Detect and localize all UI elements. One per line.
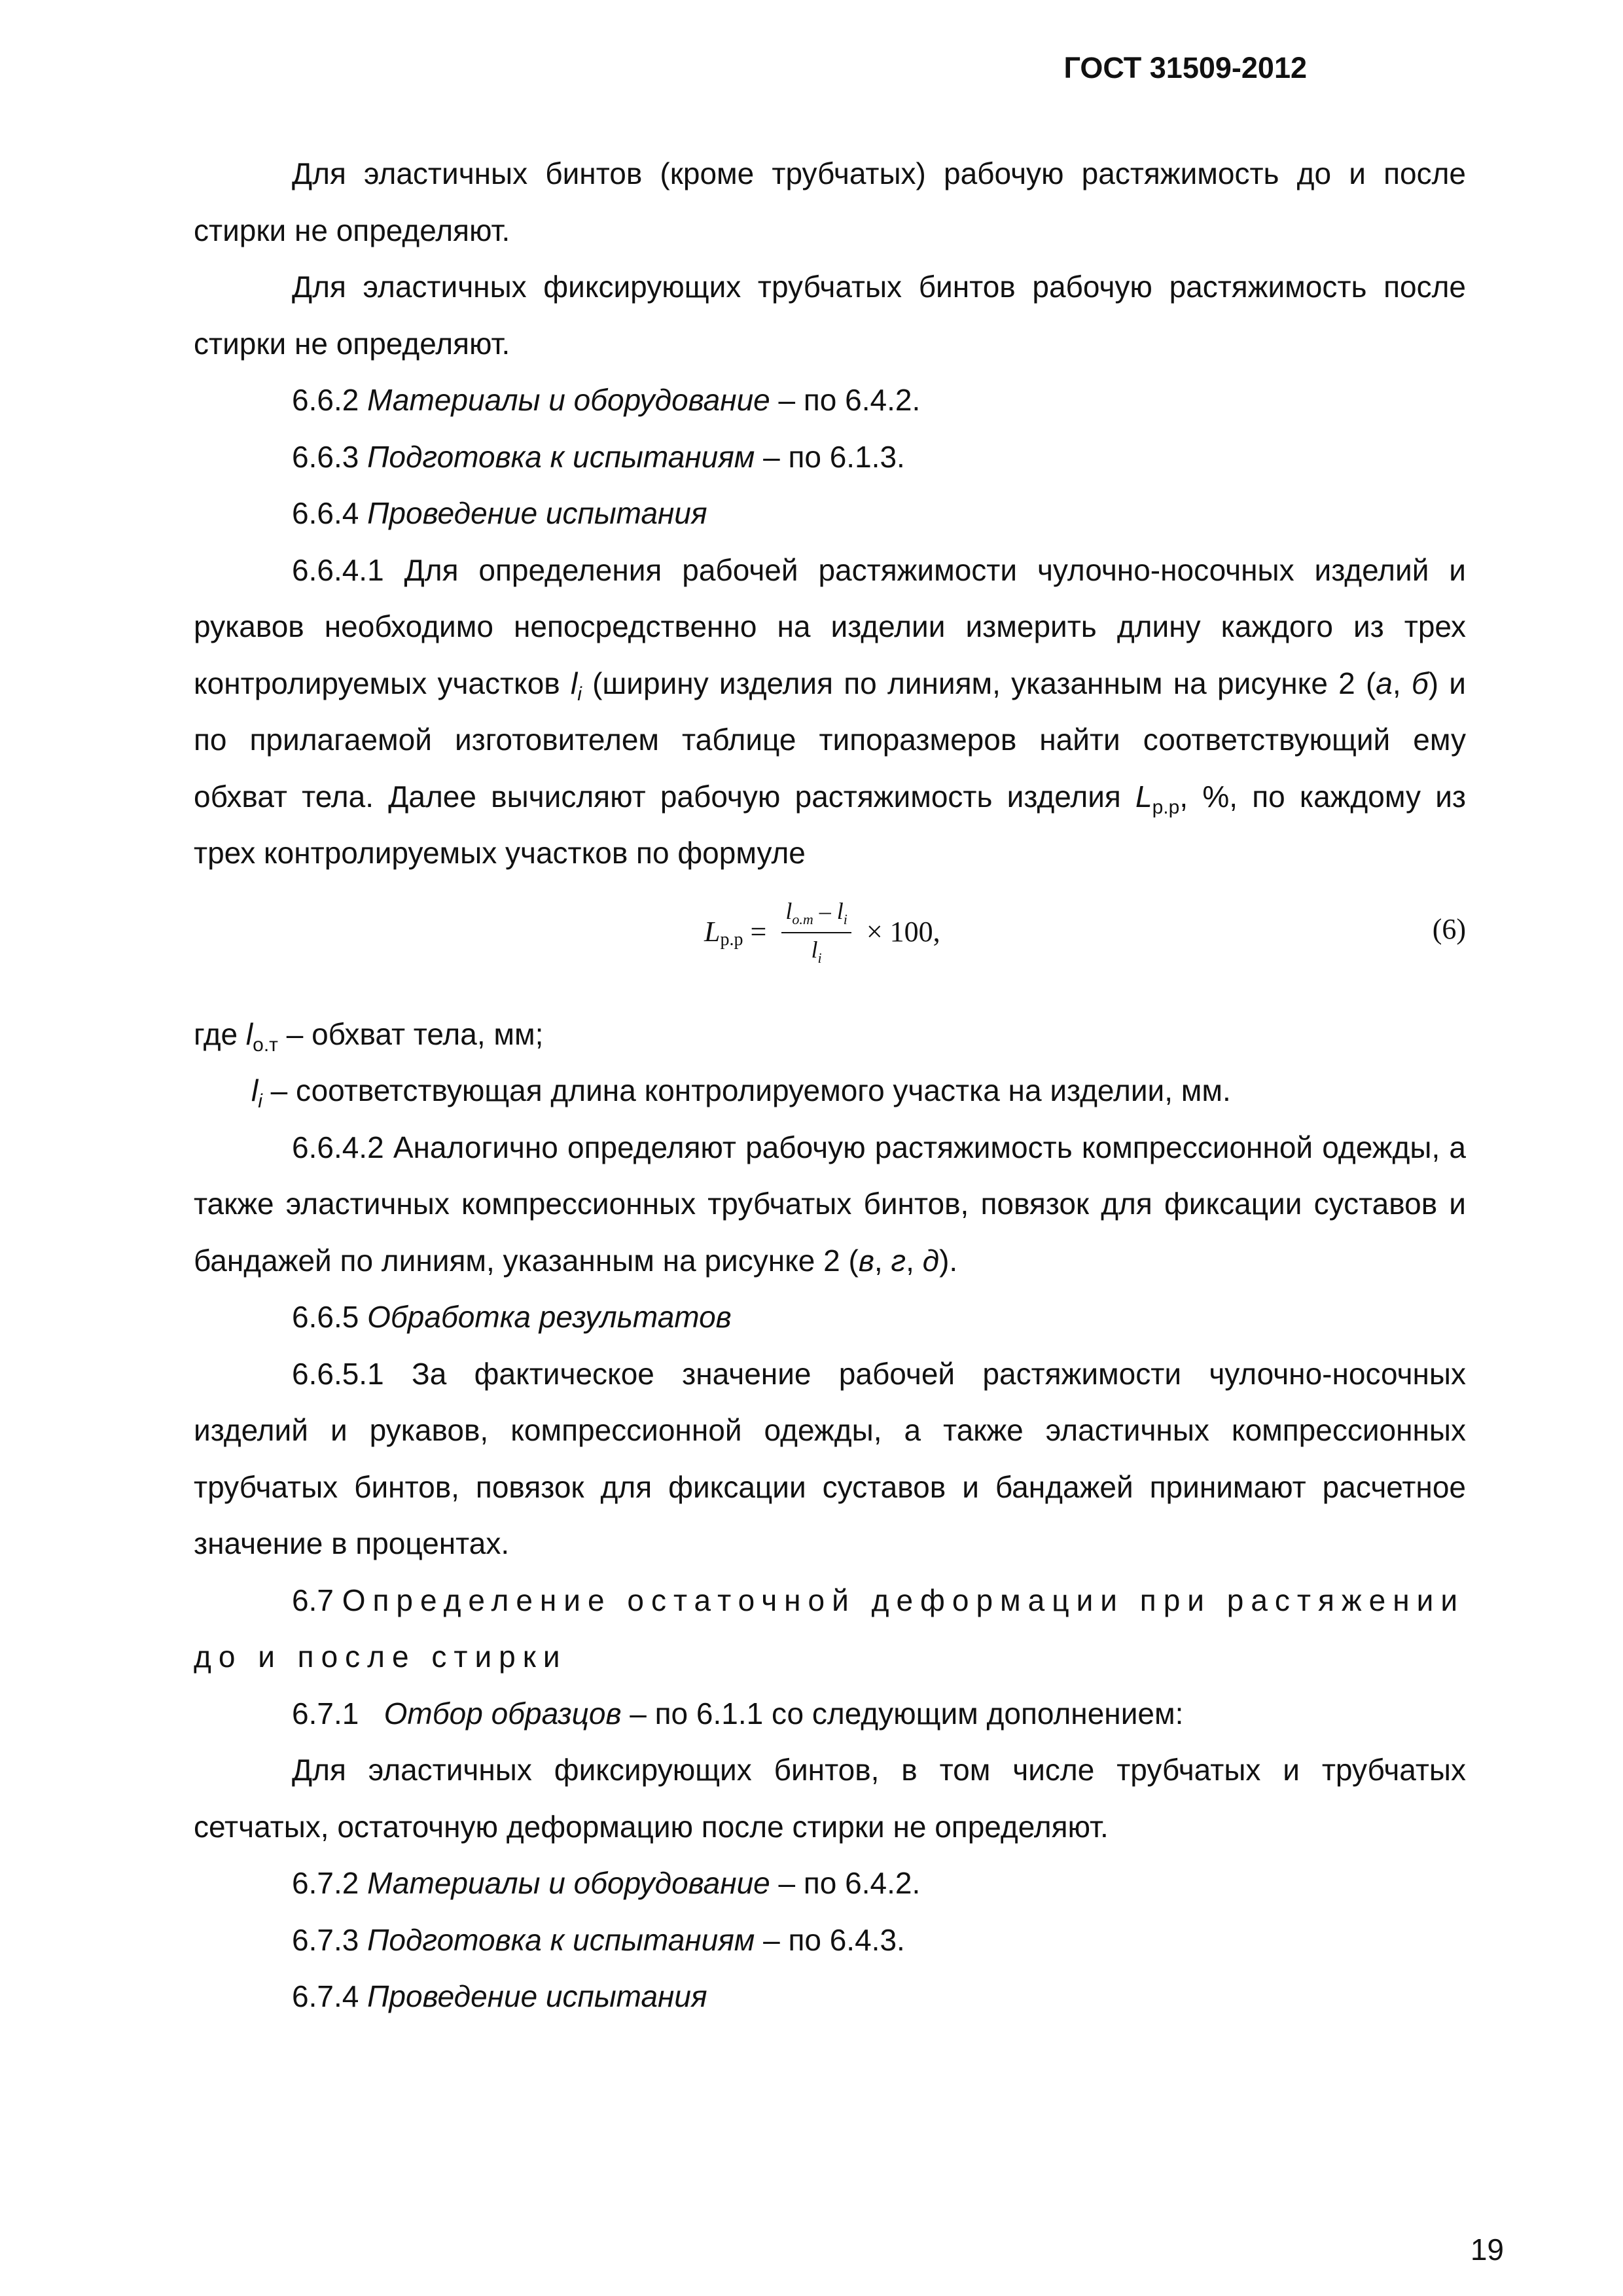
formula-numerator: $l_{о.т} - l_i$: [781, 896, 851, 933]
section-6-6-4-1: 6.6.4.1 Для определения рабочей растяжимости чулочно-носочных изделий и рукавов необходимо непосредственно на изделии измерить длину каждого из трех контролируемых участков $l_i$ (ширину изделия по линиям, указанным на рисунке 2 (а, б) и по прилагаемой изготовителем таблице типоразмеров найти соответствующий ему обхват тела. Далее вычисляют рабочую растяжимость изделия $L_{р.р}$, %, по каждому из трех контролируемых участков по формуле: [194, 552, 1466, 870]
section-6-6-5-1: 6.6.5.1 За фактическое значение рабочей растяжимости чулочно-носочных изделий и рукавов, компрессионной одежды, а также эластичных компрессионных трубчатых бинтов, повязок для фиксации суставов и бандажей принимают расчетное значение в процентах.: [194, 1356, 1466, 1560]
formula-expression: L р.р = $\frac{l_{о.т} - l_i}{l_i}$ × 100,: [704, 896, 940, 969]
section-6-7-1: 6.7.1 Отбор образцов – по 6.1.1 со следующим дополнением:: [292, 1696, 1184, 1731]
section-6-6-4-2: 6.6.4.2 Аналогично определяют рабочую растяжимость компрессионной одежды, а также эластичных компрессионных трубчатых бинтов, повязок для фиксации суставов и бандажей по линиям, указанным на рисунке 2 (в, г, д).: [194, 1130, 1466, 1278]
formula-denominator: $l_i$: [811, 936, 822, 966]
section-6-6-3: 6.6.3 Подготовка к испытаниям – по 6.1.3.: [292, 439, 905, 474]
document-body: [194, 145, 1466, 2025]
section-6-7-2: 6.7.2 Материалы и оборудование – по 6.4.2.: [292, 1866, 921, 1900]
page-number: 19: [1470, 2233, 1504, 2267]
paragraph-tubular-bandages: Для эластичных фиксирующих трубчатых бинтов рабочую растяжимость после стирки не определяют.: [194, 270, 1466, 361]
section-6-6-4: 6.6.4 Проведение испытания: [292, 496, 707, 530]
section-6-7-3: 6.7.3 Подготовка к испытаниям – по 6.4.3.: [292, 1922, 905, 1957]
equation-number: (6): [1432, 912, 1466, 945]
where-clause-1: где $l_{о.т}$ – обхват тела, мм;: [194, 1016, 544, 1056]
section-6-6-2: 6.6.2 Материалы и оборудование – по 6.4.2.: [292, 383, 921, 417]
where-clause-2: $l_i$ – соответствующая длина контролируемого участка на изделии, мм.: [251, 1073, 1231, 1113]
paragraph-elastic-bandages: Для эластичных бинтов (кроме трубчатых) рабочую растяжимость до и после стирки не определяют.: [194, 156, 1466, 247]
section-6-7: 6.7 Определение остаточной деформации при растяжении до и после стирки: [194, 1583, 1465, 1674]
section-6-7-1-addition: Для эластичных фиксирующих бинтов, в том числе трубчатых и трубчатых сетчатых, остаточную деформацию после стирки не определяют.: [194, 1753, 1466, 1844]
formula-fraction: [781, 896, 851, 969]
formula-6: [194, 882, 1466, 1006]
document-header: ГОСТ 31509-2012: [1063, 51, 1307, 84]
section-6-7-4: 6.7.4 Проведение испытания: [292, 1979, 707, 2013]
section-6-6-5: 6.6.5 Обработка результатов: [292, 1300, 732, 1334]
